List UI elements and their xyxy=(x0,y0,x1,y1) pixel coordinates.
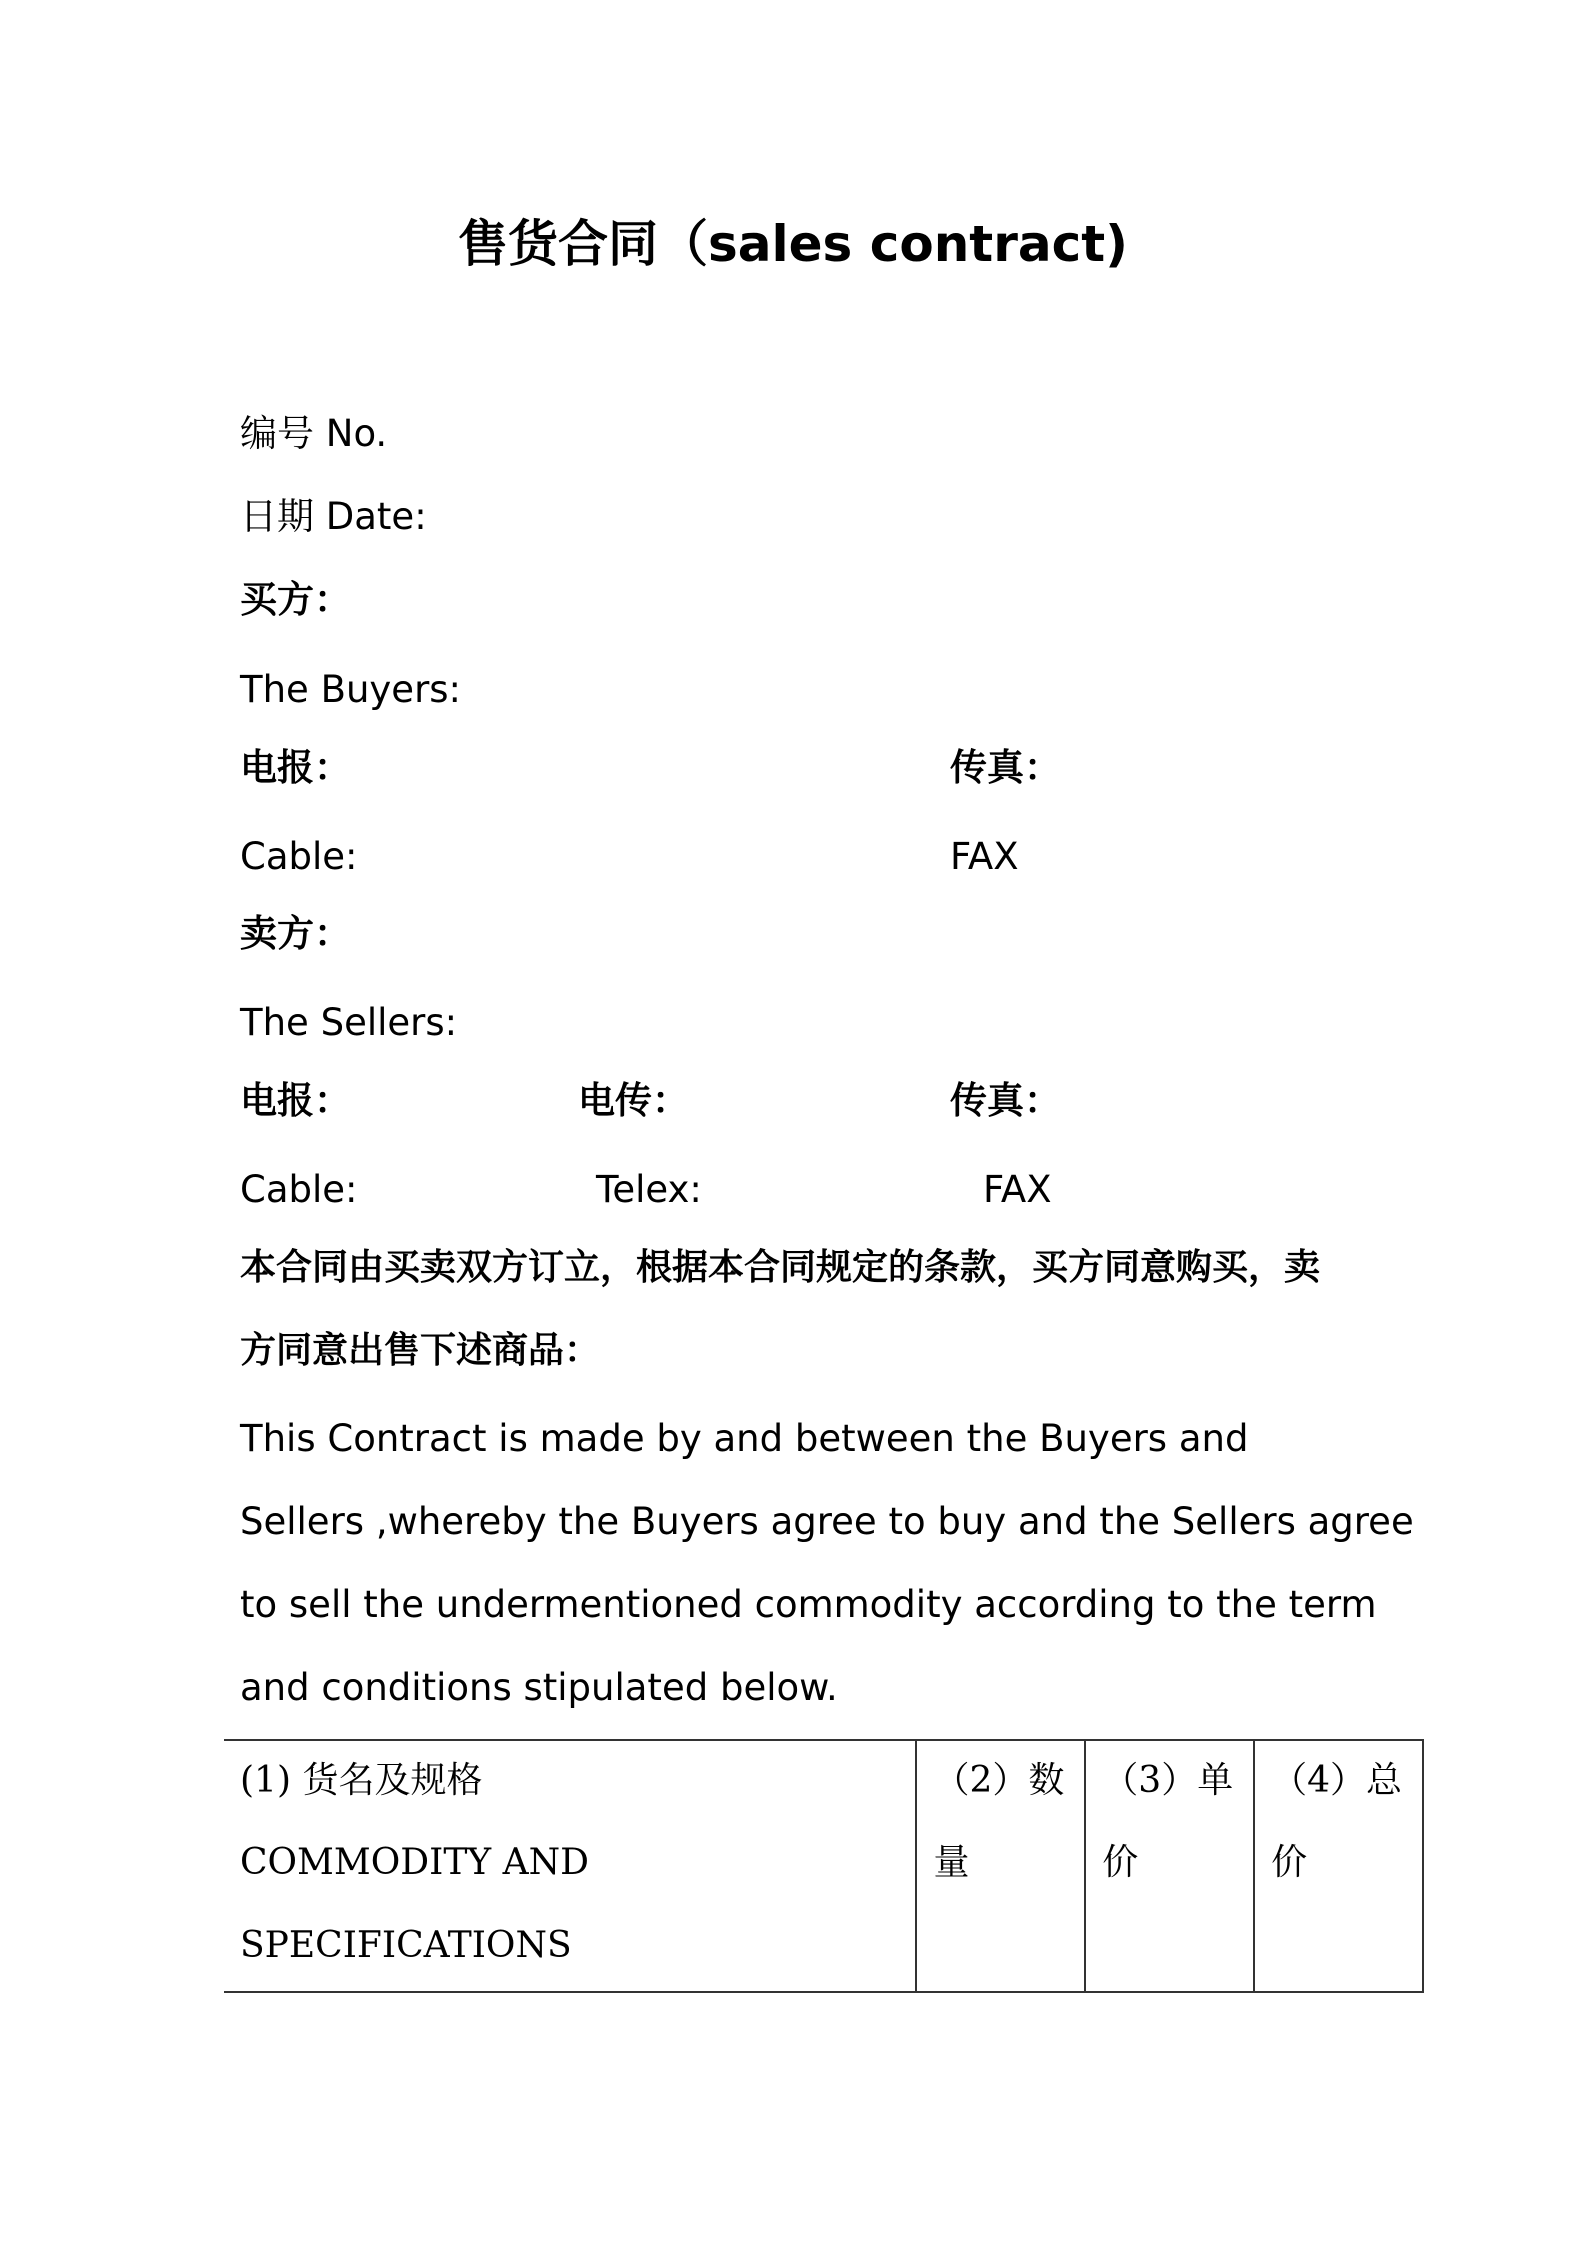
buyer-label-cn: 买方： xyxy=(240,578,351,621)
unit-price-header-line-2: 价 xyxy=(1102,1842,1139,1883)
contract-number-label: 编号 No. xyxy=(240,412,388,455)
intro-en-line-1: This Contract is made by and between the Buyers and xyxy=(240,1417,1249,1460)
buyer-cable-label-cn: 电报： xyxy=(240,746,351,789)
intro-cn-line-2: 方同意出售下述商品： xyxy=(240,1330,601,1371)
document-title: 售货合同（sales contract) xyxy=(458,215,1128,273)
unit-price-header-line-1: （3）单 xyxy=(1102,1760,1234,1801)
goods-table xyxy=(224,1739,1424,1993)
commodity-header-cn: (1) 货名及规格 xyxy=(240,1760,483,1801)
buyer-label-en: The Buyers: xyxy=(240,668,462,711)
total-price-header-line-1: （4）总 xyxy=(1271,1760,1403,1801)
seller-cable-label-cn: 电报： xyxy=(240,1079,351,1122)
intro-en-line-4: and conditions stipulated below. xyxy=(240,1666,838,1709)
seller-telex-label-cn: 电传： xyxy=(578,1079,689,1122)
contract-date-label: 日期 Date: xyxy=(240,495,427,538)
total-price-header-cell xyxy=(1254,1740,1423,1992)
intro-cn-line-1: 本合同由买卖双方订立，根据本合同规定的条款，买方同意购买，卖 xyxy=(240,1247,1321,1288)
commodity-header-en-1: COMMODITY AND xyxy=(240,1842,589,1883)
seller-cable-label-en: Cable: xyxy=(240,1168,358,1211)
unit-price-header-cell xyxy=(1085,1740,1254,1992)
quantity-header-line-1: （2）数 xyxy=(933,1760,1065,1801)
seller-fax-label-cn: 传真： xyxy=(950,1079,1061,1122)
seller-telex-label-en: Telex: xyxy=(596,1168,702,1211)
buyer-fax-label-cn: 传真： xyxy=(950,746,1061,789)
intro-en-line-3: to sell the undermentioned commodity according to the term xyxy=(240,1583,1377,1626)
table-row xyxy=(224,1740,1423,1992)
commodity-header-cell xyxy=(224,1740,916,1992)
seller-fax-label-en: FAX xyxy=(983,1168,1052,1211)
intro-en-line-2: Sellers ,whereby the Buyers agree to buy and the Sellers agree xyxy=(240,1500,1414,1543)
quantity-header-cell xyxy=(916,1740,1085,1992)
total-price-header-line-2: 价 xyxy=(1271,1842,1308,1883)
commodity-header-en-2: SPECIFICATIONS xyxy=(240,1925,572,1966)
buyer-cable-label-en: Cable: xyxy=(240,835,358,878)
quantity-header-line-2: 量 xyxy=(933,1842,970,1883)
seller-label-en: The Sellers: xyxy=(240,1001,458,1044)
buyer-fax-label-en: FAX xyxy=(950,835,1019,878)
seller-label-cn: 卖方： xyxy=(240,912,351,955)
